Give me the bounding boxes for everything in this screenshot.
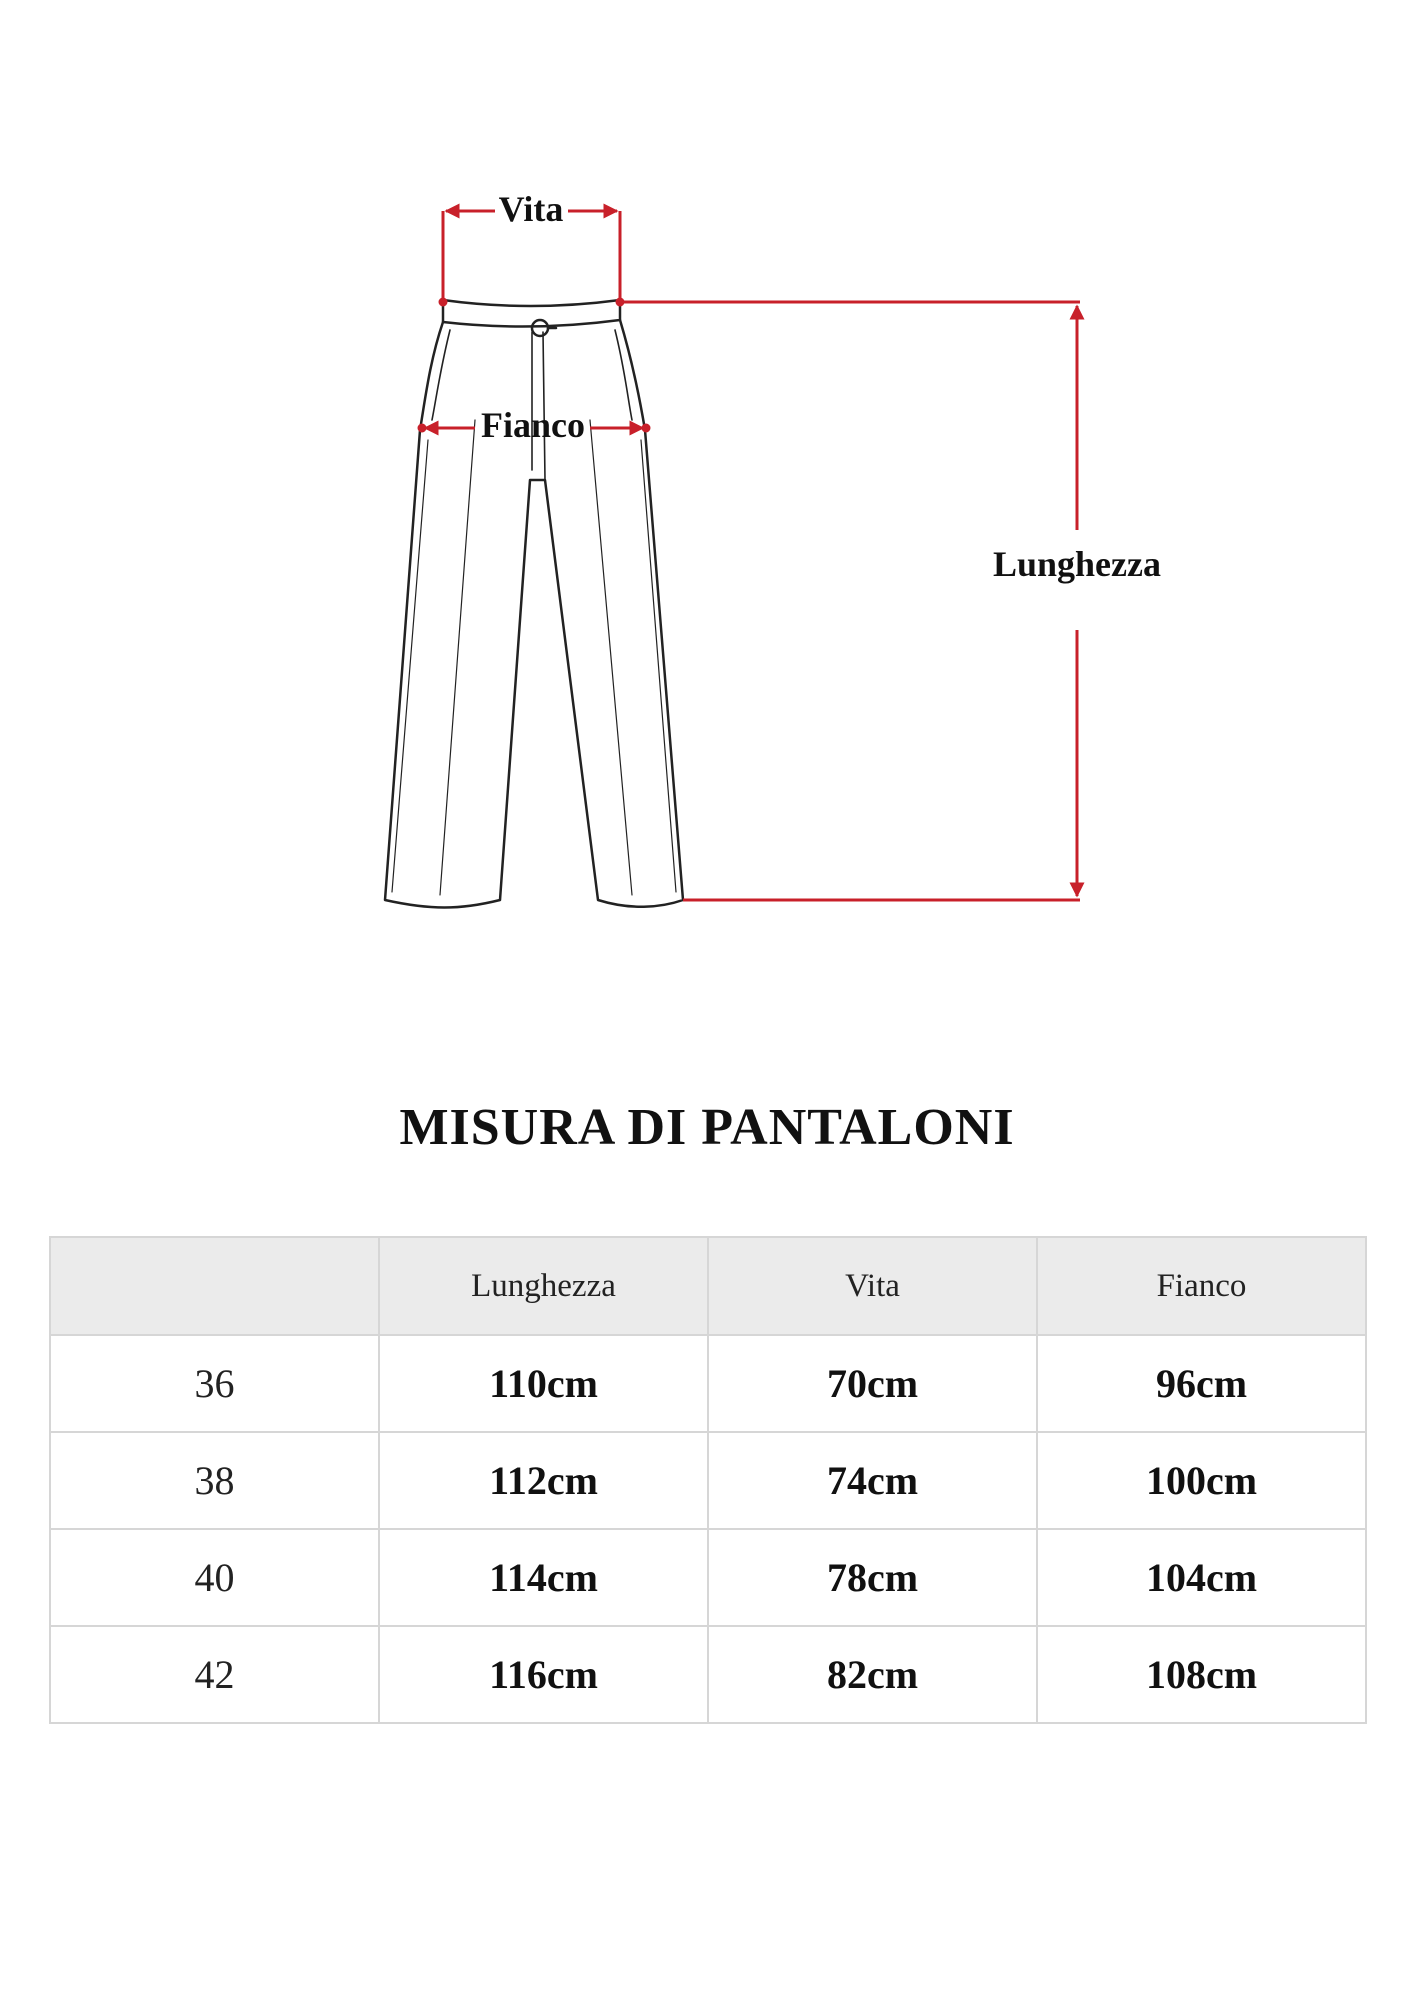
table-row — [50, 1432, 1366, 1529]
vita-cell: 70cm — [708, 1335, 1037, 1432]
table-row — [50, 1626, 1366, 1723]
page-title: MISURA DI PANTALONI — [399, 1099, 1015, 1156]
waistband — [443, 300, 620, 327]
right-crease — [590, 420, 632, 895]
vita-dot-left — [440, 299, 446, 305]
lunghezza-cell: 110cm — [379, 1335, 708, 1432]
left-crease — [440, 420, 475, 895]
trousers-drawing — [385, 300, 683, 908]
lunghezza-cell: 116cm — [379, 1626, 708, 1723]
fianco-dot-left — [419, 425, 425, 431]
header-vita: Vita — [708, 1237, 1037, 1335]
lunghezza-cell: 112cm — [379, 1432, 708, 1529]
fianco-cell: 96cm — [1037, 1335, 1366, 1432]
header-size — [50, 1237, 379, 1335]
right-side-seam — [641, 440, 676, 892]
fianco-cell: 108cm — [1037, 1626, 1366, 1723]
lunghezza-measure — [620, 302, 1080, 900]
size-cell: 40 — [50, 1529, 379, 1626]
table-header-row — [50, 1237, 1366, 1335]
size-table — [49, 1236, 1367, 1724]
left-side-seam — [392, 440, 428, 892]
header-lunghezza: Lunghezza — [379, 1237, 708, 1335]
size-cell: 42 — [50, 1626, 379, 1723]
fianco-cell: 104cm — [1037, 1529, 1366, 1626]
table-row — [50, 1529, 1366, 1626]
fianco-cell: 100cm — [1037, 1432, 1366, 1529]
size-cell: 36 — [50, 1335, 379, 1432]
header-fianco: Fianco — [1037, 1237, 1366, 1335]
fianco-dot-right — [643, 425, 649, 431]
vita-cell: 78cm — [708, 1529, 1037, 1626]
right-pocket — [615, 330, 632, 420]
left-pocket — [432, 330, 450, 420]
fianco-label: Fianco — [481, 405, 585, 445]
size-cell: 38 — [50, 1432, 379, 1529]
vita-label: Vita — [498, 189, 564, 229]
vita-cell: 74cm — [708, 1432, 1037, 1529]
lunghezza-cell: 114cm — [379, 1529, 708, 1626]
waist-button — [532, 320, 548, 336]
table-row — [50, 1335, 1366, 1432]
lunghezza-label: Lunghezza — [992, 544, 1162, 584]
vita-cell: 82cm — [708, 1626, 1037, 1723]
